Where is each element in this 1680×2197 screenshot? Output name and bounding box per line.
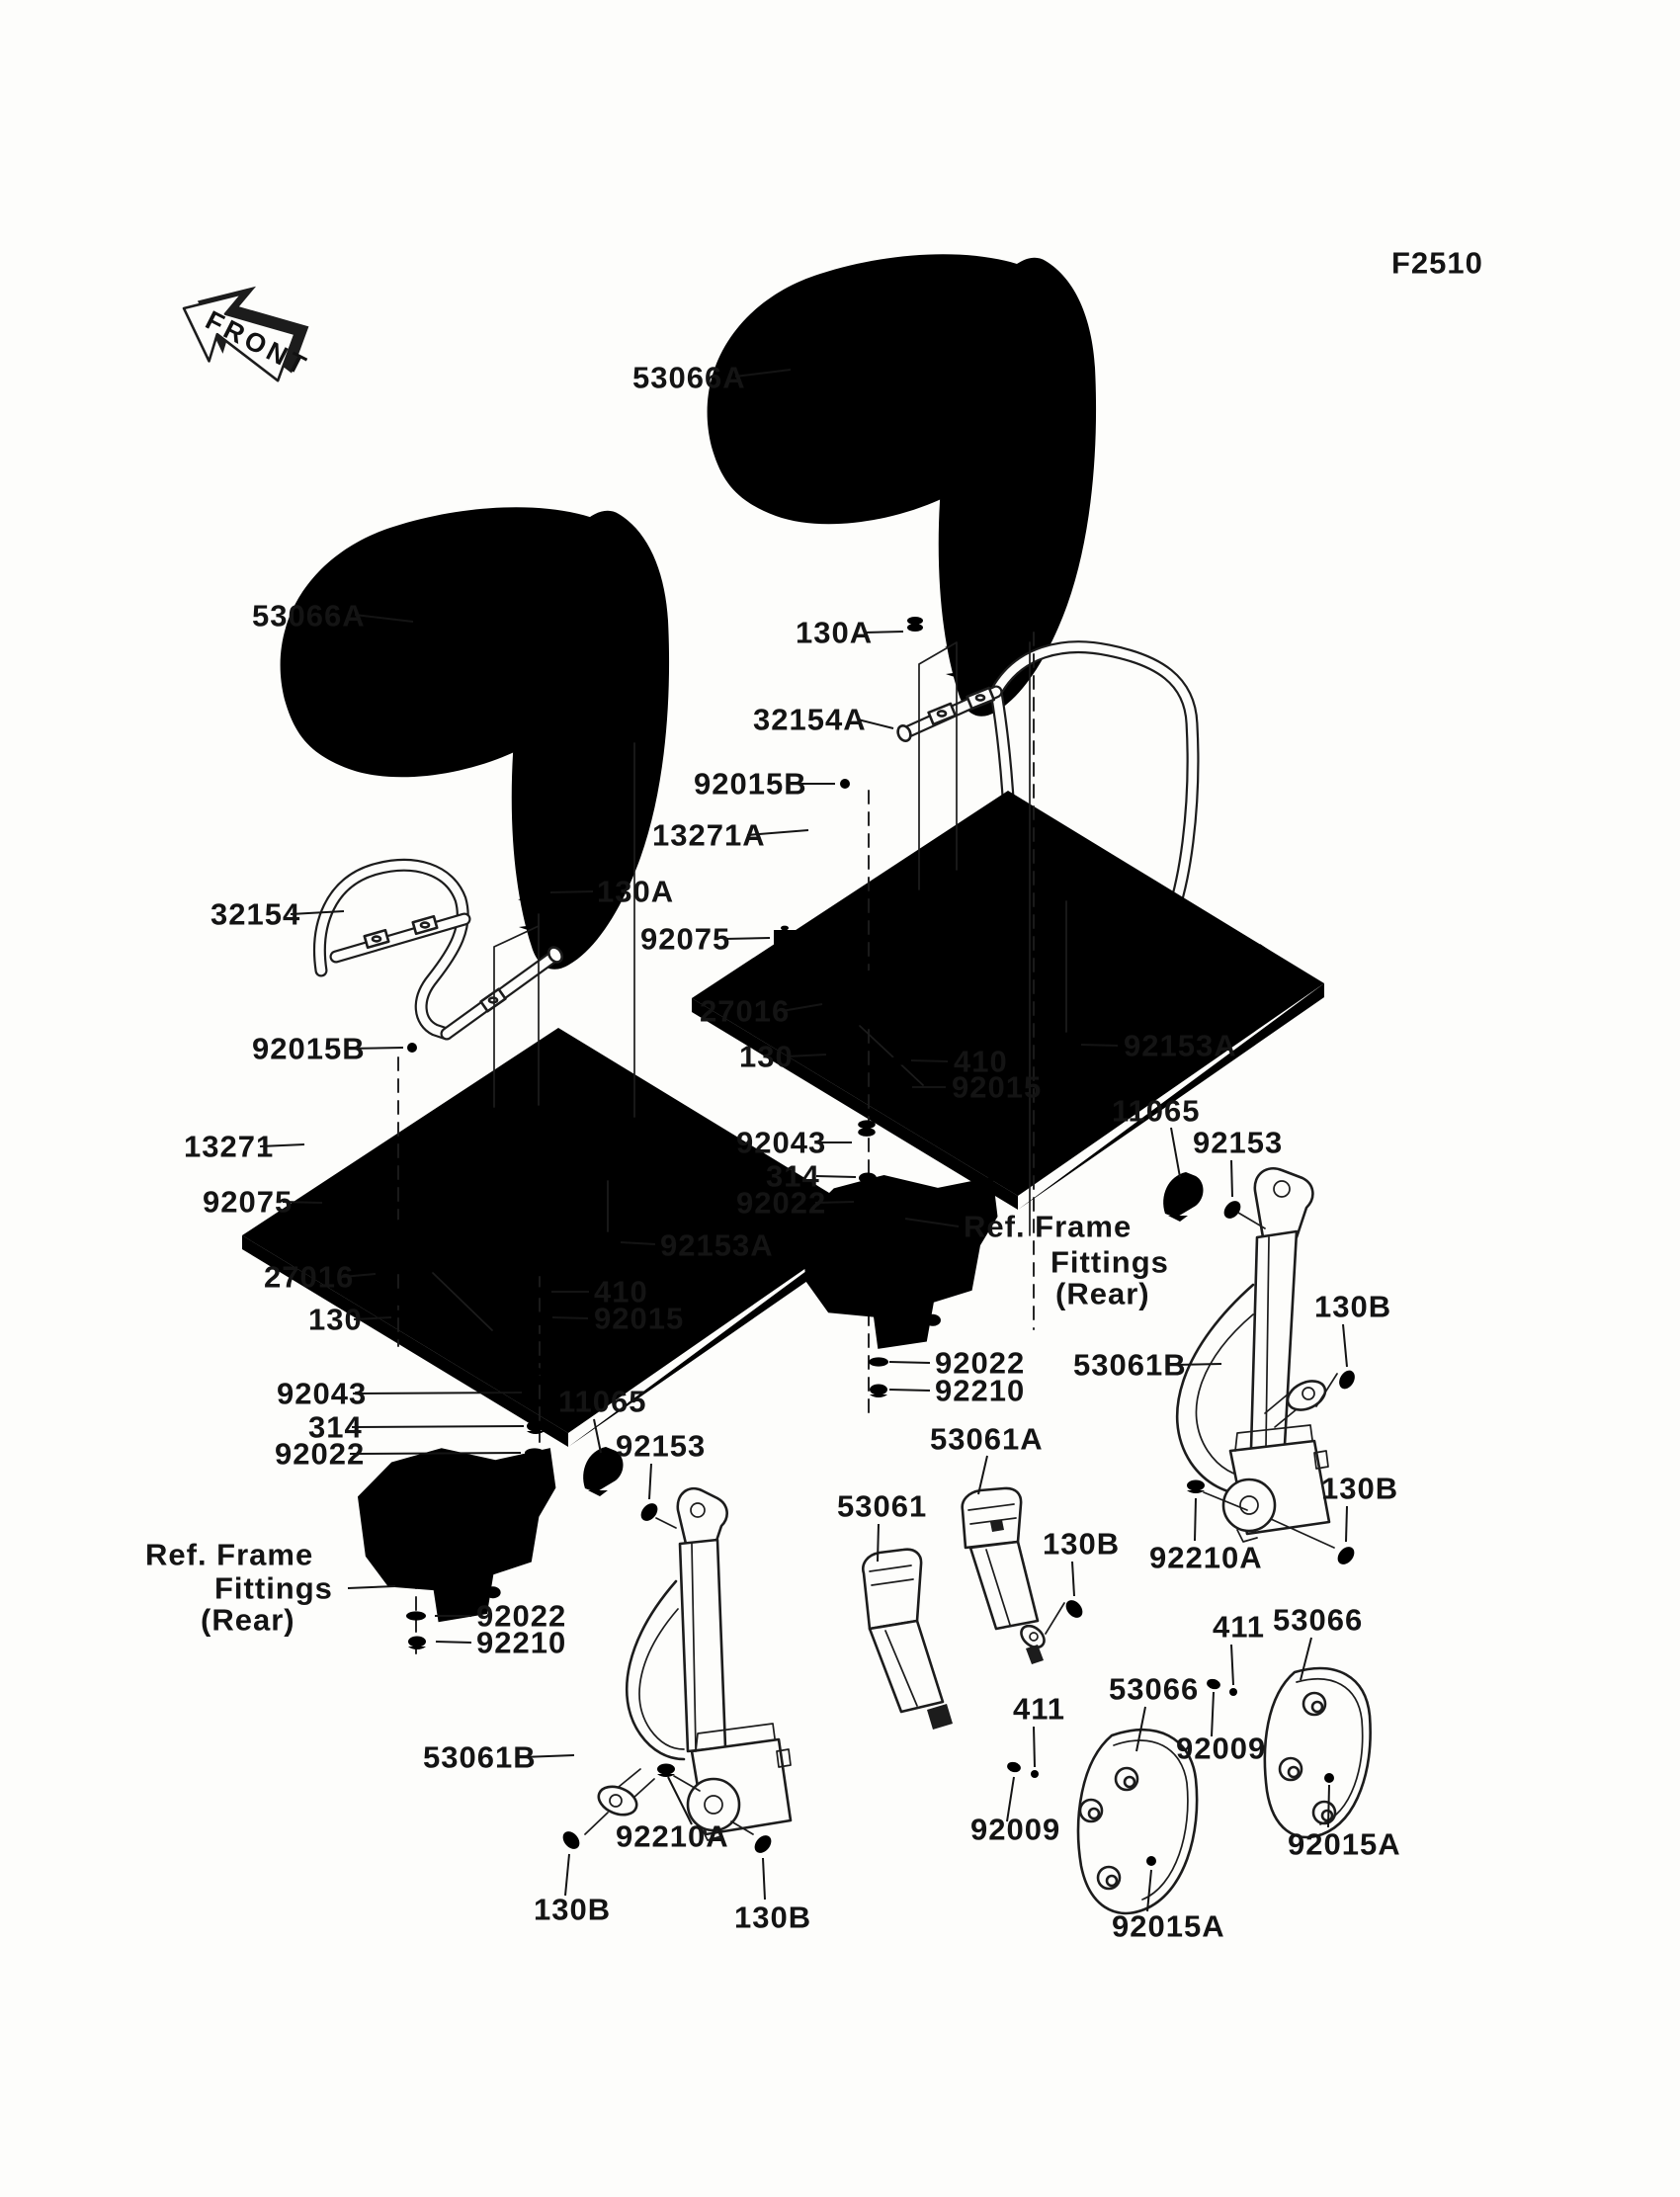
leader-line-130a-30 bbox=[550, 891, 593, 892]
leader-line-92009-28 bbox=[1212, 1692, 1214, 1736]
leader-line-92153-49 bbox=[649, 1464, 651, 1499]
pin-411-left-icon bbox=[1031, 1770, 1039, 1778]
pin-92015b-right-icon bbox=[840, 779, 850, 789]
part-label-410-37: 410 bbox=[594, 1274, 648, 1310]
washer-92022-left-icon bbox=[525, 1448, 545, 1457]
washer-92022-left-lower-icon bbox=[406, 1611, 426, 1620]
part-label-92043-12: 92043 bbox=[736, 1125, 827, 1160]
leader-line-314-13 bbox=[816, 1176, 856, 1177]
front-arrow-label: FRONT bbox=[201, 304, 314, 382]
clip-11065-right-icon bbox=[1163, 1172, 1203, 1222]
part-label-130b-25: 130B bbox=[1321, 1471, 1399, 1506]
leader-line-92075-6 bbox=[724, 938, 770, 939]
leader-line-53061a-55 bbox=[978, 1456, 987, 1494]
leader-line-fittings-44 bbox=[348, 1586, 395, 1588]
part-label-92015-38: 92015 bbox=[594, 1301, 685, 1336]
part-label-92210-19: 92210 bbox=[935, 1373, 1026, 1408]
part-label-refframe-43: Ref. Frame bbox=[145, 1537, 314, 1572]
bolt-92153-right-icon bbox=[1220, 1198, 1255, 1231]
nut-92210-left-icon bbox=[408, 1637, 426, 1650]
front-arrow bbox=[168, 262, 330, 402]
bolt-130b-tab-left-icon bbox=[559, 1818, 594, 1852]
part-label-92015b-4: 92015B bbox=[694, 766, 807, 802]
part-label-rear-45: (Rear) bbox=[201, 1602, 295, 1638]
part-label-53061b-50: 53061B bbox=[423, 1739, 537, 1775]
part-label-130b-52: 130B bbox=[534, 1892, 612, 1927]
part-label-92210a-51: 92210A bbox=[616, 1818, 729, 1854]
part-label-314-41: 314 bbox=[308, 1409, 363, 1445]
part-label-fittings-44: Fittings bbox=[214, 1570, 333, 1606]
part-label-rear-17: (Rear) bbox=[1055, 1276, 1150, 1311]
washer-92022-right-icon bbox=[856, 1197, 876, 1206]
diagram-artwork bbox=[168, 254, 1371, 1913]
part-label-92009-28: 92009 bbox=[1176, 1731, 1267, 1766]
part-label-92009-59: 92009 bbox=[970, 1812, 1061, 1847]
buckle-53061a bbox=[963, 1488, 1049, 1664]
nut-92210a-right-icon bbox=[1187, 1480, 1205, 1494]
part-label-92022-42: 92022 bbox=[275, 1436, 366, 1472]
part-label-92153-21: 92153 bbox=[1193, 1125, 1284, 1160]
leader-line-92210a-24 bbox=[1195, 1498, 1196, 1541]
part-label-130a-2: 130A bbox=[796, 615, 874, 650]
washer-410-right-icon bbox=[890, 1056, 910, 1064]
side-panel-53066-right bbox=[1265, 1668, 1371, 1837]
leader-line-314-41 bbox=[352, 1426, 524, 1427]
leader-line-130b-53 bbox=[763, 1858, 765, 1900]
part-label-130b-53: 130B bbox=[734, 1900, 812, 1935]
leader-line-130b-52 bbox=[565, 1854, 569, 1896]
part-label-53061b-22: 53061B bbox=[1073, 1347, 1187, 1383]
leader-line-92210-19 bbox=[889, 1390, 930, 1391]
part-label-53061a-55: 53061A bbox=[930, 1421, 1044, 1457]
part-label-130-8: 130 bbox=[739, 1039, 794, 1074]
nut-92210a-left-icon bbox=[657, 1764, 675, 1778]
part-label-53066-26: 53066 bbox=[1273, 1602, 1364, 1638]
leader-line-92015a-29 bbox=[1328, 1785, 1329, 1827]
part-label-92022-18: 92022 bbox=[935, 1345, 1026, 1381]
leader-line-92210-47 bbox=[436, 1642, 471, 1643]
part-label-53066-57: 53066 bbox=[1109, 1671, 1200, 1707]
part-label-92210a-24: 92210A bbox=[1149, 1540, 1263, 1575]
part-label-13271a-5: 13271A bbox=[652, 817, 766, 853]
part-label-53061-54: 53061 bbox=[837, 1488, 928, 1524]
screw-92009-right-icon bbox=[1205, 1677, 1226, 1695]
part-label-92015a-60: 92015A bbox=[1112, 1908, 1225, 1944]
buckle-53061 bbox=[863, 1550, 953, 1730]
part-label-32154a-3: 32154A bbox=[753, 702, 867, 737]
nut-92015-right-icon bbox=[893, 1082, 911, 1096]
part-label-refframe-15: Ref. Frame bbox=[964, 1209, 1133, 1244]
bolt-130a-right-icon bbox=[907, 617, 923, 664]
part-label-13271-33: 13271 bbox=[184, 1129, 275, 1164]
leader-line-53061-54 bbox=[878, 1524, 879, 1562]
part-label-130b-23: 130B bbox=[1314, 1289, 1392, 1324]
pin-92015b-left-icon bbox=[407, 1043, 417, 1053]
part-label-27016-7: 27016 bbox=[700, 993, 791, 1029]
leader-line-92022-18 bbox=[889, 1362, 930, 1363]
part-label-92153a-11: 92153A bbox=[1124, 1028, 1237, 1063]
part-label-11065-20: 11065 bbox=[1112, 1093, 1201, 1129]
pin-411-right-icon bbox=[1229, 1688, 1237, 1696]
clip-92075-right-icon bbox=[774, 926, 796, 945]
seat-53066a-top bbox=[708, 254, 1096, 716]
washer-410-left-icon bbox=[530, 1287, 549, 1296]
washer-92022-right-lower-icon bbox=[869, 1357, 888, 1366]
part-label-410-9: 410 bbox=[954, 1044, 1008, 1079]
bolt-130b-buckle-icon bbox=[1062, 1587, 1097, 1621]
leader-line-130b-25 bbox=[1346, 1506, 1347, 1542]
part-label-92075-6: 92075 bbox=[640, 921, 731, 957]
leader-line-92153-21 bbox=[1231, 1160, 1232, 1197]
nut-92015-left-icon bbox=[531, 1312, 548, 1326]
part-label-92153a-39: 92153A bbox=[660, 1227, 774, 1263]
leader-line-130b-56 bbox=[1072, 1562, 1074, 1596]
part-label-27016-35: 27016 bbox=[264, 1259, 355, 1295]
part-label-92022-46: 92022 bbox=[476, 1598, 567, 1634]
part-label-314-13: 314 bbox=[766, 1158, 820, 1194]
pin-92015a-right-icon bbox=[1324, 1773, 1334, 1783]
part-label-92015b-32: 92015B bbox=[252, 1031, 366, 1066]
screw-92009-left-icon bbox=[1005, 1760, 1027, 1778]
leader-line-411-58 bbox=[1034, 1727, 1035, 1767]
leader-line-92043-40 bbox=[353, 1393, 522, 1394]
part-label-92015-10: 92015 bbox=[952, 1069, 1043, 1105]
part-label-411-27: 411 bbox=[1213, 1609, 1266, 1645]
part-label-130-36: 130 bbox=[308, 1302, 363, 1337]
part-label-53066a-1: 53066A bbox=[252, 598, 366, 634]
nut-92210-right-icon bbox=[870, 1385, 887, 1398]
nut-314-left-icon bbox=[527, 1421, 545, 1435]
figure-code: F2510 bbox=[1391, 245, 1483, 281]
leader-line-92153a-11 bbox=[1081, 1045, 1118, 1046]
part-label-32154-31: 32154 bbox=[210, 896, 301, 932]
part-label-130b-56: 130B bbox=[1043, 1526, 1121, 1562]
bolt-130b-retractor-right-icon bbox=[1323, 1534, 1358, 1567]
part-label-411-58: 411 bbox=[1013, 1691, 1066, 1727]
bolt-92153-left-icon bbox=[637, 1500, 672, 1534]
part-label-53066a-0: 53066A bbox=[632, 360, 746, 395]
part-label-92022-14: 92022 bbox=[736, 1185, 827, 1221]
bolt-92043-right-icon bbox=[858, 1120, 876, 1172]
leader-line-410-9 bbox=[911, 1060, 948, 1061]
leader-line-130b-23 bbox=[1343, 1324, 1347, 1367]
leader-line-92022-42 bbox=[350, 1453, 521, 1454]
pin-92015a-left-icon bbox=[1146, 1856, 1156, 1866]
part-label-92015a-29: 92015A bbox=[1288, 1826, 1401, 1862]
leader-line-11065-20 bbox=[1171, 1128, 1180, 1177]
nut-314-right-icon bbox=[859, 1173, 877, 1187]
part-label-92075-34: 92075 bbox=[203, 1184, 294, 1220]
part-label-92153-49: 92153 bbox=[616, 1428, 707, 1464]
leader-line-92015-38 bbox=[552, 1317, 588, 1318]
leader-line-411-27 bbox=[1231, 1645, 1233, 1685]
part-label-130a-30: 130A bbox=[597, 874, 675, 909]
part-label-92210-47: 92210 bbox=[476, 1625, 567, 1660]
part-label-fittings-16: Fittings bbox=[1050, 1244, 1169, 1280]
part-label-92043-40: 92043 bbox=[277, 1376, 368, 1411]
part-label-11065-48: 11065 bbox=[558, 1384, 647, 1419]
